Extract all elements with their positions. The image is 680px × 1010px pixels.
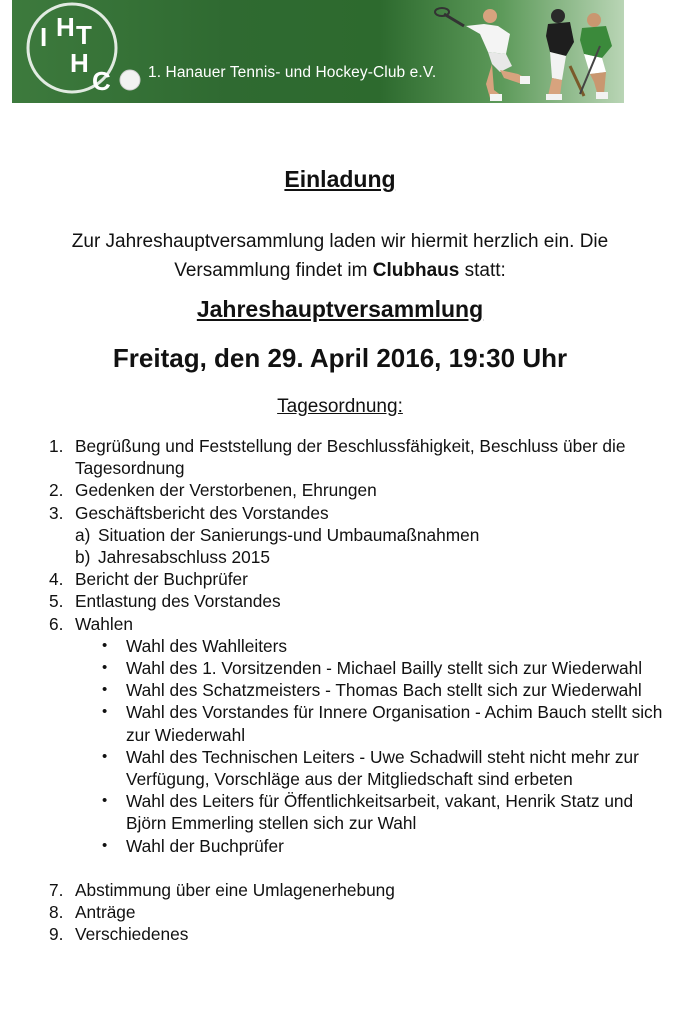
bullet-icon: •: [102, 836, 108, 854]
intro-text-part2: statt:: [464, 260, 506, 281]
agenda-marker: 9.: [49, 924, 64, 945]
agenda-item: [0, 479, 680, 501]
bullet-icon: •: [102, 792, 108, 810]
agenda-bullet-item: [0, 790, 680, 834]
agenda-item: [0, 435, 680, 479]
agenda-bullet-item: [0, 746, 680, 790]
ball-icon: [120, 70, 140, 90]
agenda-bullet-item: [0, 835, 680, 857]
agenda-marker: 4.: [49, 569, 64, 590]
agenda-marker: a): [75, 524, 91, 545]
bullet-icon: •: [102, 659, 108, 677]
agenda-marker: 5.: [49, 591, 64, 612]
agenda-marker: b): [75, 547, 91, 568]
meeting-date: Freitag, den 29. April 2016, 19:30 Uhr: [112, 343, 568, 373]
club-banner: [12, 0, 624, 103]
agenda-item: [0, 923, 680, 945]
agenda-text: Gedenken der Verstorbenen, Ehrungen: [75, 480, 377, 501]
hockey-players-icon: [540, 6, 624, 102]
agenda-text: Abstimmung über eine Umlagenerhebung: [75, 879, 395, 900]
agenda-text: Verschiedenes: [75, 924, 189, 945]
logo-letter-h2: H: [70, 48, 89, 78]
intro-location: Clubhaus: [372, 260, 460, 281]
agenda-text: Entlastung des Vorstandes: [75, 591, 281, 612]
agenda-bullet-item: [0, 657, 680, 679]
agenda-item: [0, 568, 680, 590]
agenda-bullet-item: [0, 635, 680, 657]
agenda-bullet-item: [0, 679, 680, 701]
bullet-icon: •: [102, 681, 108, 699]
bullet-icon: •: [102, 747, 108, 765]
agenda-marker: 3.: [49, 502, 64, 523]
invitation-title: Einladung: [284, 166, 396, 192]
agenda-item: [0, 590, 680, 612]
agenda-text: Wahl des Vorstandes für Innere Organisation - Achim Bauch stellt sich zur Wiederwahl: [126, 702, 663, 745]
agenda-marker: 2.: [49, 480, 64, 501]
club-name: 1. Hanauer Tennis- und Hockey-Club e.V.: [148, 64, 437, 81]
tennis-player-icon: [432, 4, 532, 102]
agenda-text: Anträge: [75, 902, 136, 923]
intro-text: [20, 227, 660, 285]
agenda-text: Wahl des 1. Vorsitzenden - Michael Bailly stellt sich zur Wiederwahl: [126, 658, 643, 679]
agenda-item: [0, 613, 680, 635]
agenda-text: Geschäftsbericht des Vorstandes: [75, 502, 329, 523]
agenda-marker: 1.: [49, 436, 64, 456]
agenda-text: Wahlen: [75, 613, 133, 634]
agenda-text: Bericht der Buchprüfer: [75, 569, 248, 590]
agenda-text: Wahl des Wahlleiters: [126, 635, 288, 656]
agenda-marker: 8.: [49, 902, 64, 923]
agenda-subitem: [0, 524, 680, 546]
bullet-icon: •: [102, 703, 108, 721]
club-logo: [20, 2, 145, 102]
logo-letter-i: I: [40, 22, 48, 52]
logo-letter-t: T: [76, 20, 92, 50]
agenda-text: Wahl der Buchprüfer: [126, 835, 284, 856]
agenda-item: [0, 901, 680, 923]
agenda-text: Wahl des Leiters für Öffentlichkeitsarbeit, vakant, Henrik Statz und Björn Emmerling stellen sich zur Wahl: [126, 791, 634, 834]
agenda-item: [0, 502, 680, 524]
agenda-heading: Tagesordnung:: [277, 396, 403, 417]
agenda-text: Jahresabschluss 2015: [98, 547, 270, 568]
agenda-text: Begrüßung und Feststellung der Beschlussfähigkeit, Beschluss über die Tagesordnung: [75, 436, 626, 479]
agenda-bullet-item: [0, 701, 680, 745]
agenda-text: Wahl des Schatzmeisters - Thomas Bach stellt sich zur Wiederwahl: [126, 680, 642, 701]
agenda-item: [0, 879, 680, 901]
bullet-icon: •: [102, 636, 108, 654]
meeting-title: Jahreshauptversammlung: [196, 296, 484, 322]
agenda-text: Situation der Sanierungs-und Umbaumaßnahmen: [98, 524, 480, 545]
agenda-text: Wahl des Technischen Leiters - Uwe Schadwill steht nicht mehr zur Verfügung, Vorschläge aus der Mitgliedschaft sind erbeten: [126, 746, 639, 790]
logo-letter-c: C: [92, 66, 111, 96]
intro-text-part1: Zur Jahreshauptversammlung laden wir hiermit herzlich ein. Die Versammlung findet im: [71, 231, 609, 281]
list-spacer: [0, 857, 680, 879]
logo-letter-h: H: [56, 12, 75, 42]
agenda-marker: 6.: [49, 613, 64, 634]
agenda-marker: 7.: [49, 879, 64, 900]
agenda-list: [0, 435, 680, 945]
agenda-subitem: [0, 546, 680, 568]
